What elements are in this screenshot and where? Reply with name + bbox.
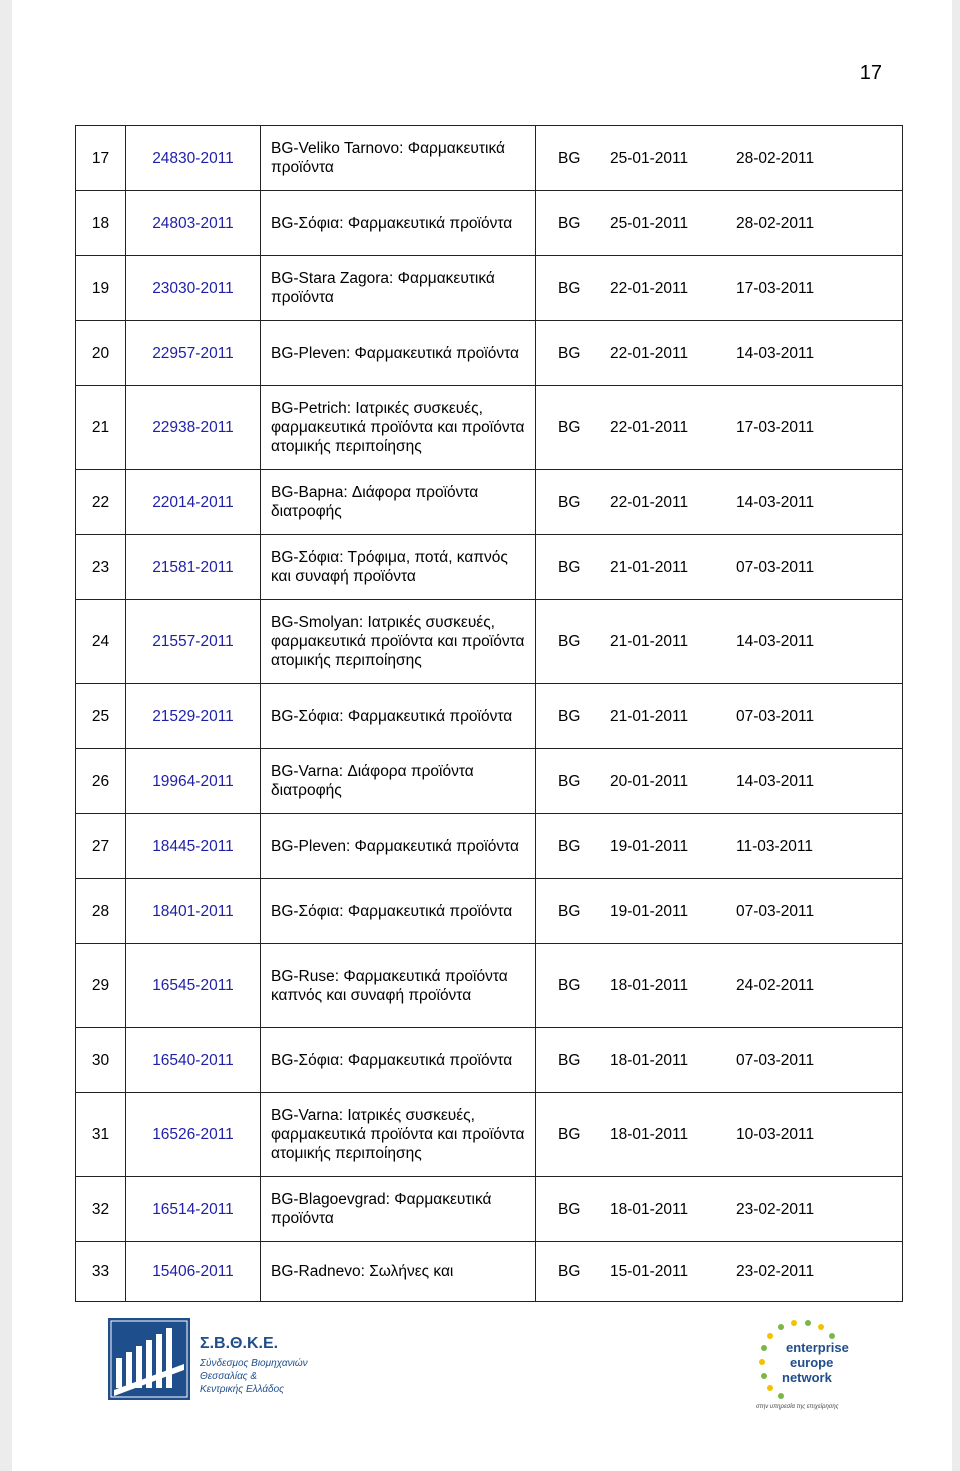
tender-meta [536,1093,903,1177]
reference-link[interactable]: 18401-2011 [126,879,261,944]
row-number: 28 [76,879,126,944]
tender-meta [536,256,903,321]
tender-meta [536,749,903,814]
table-row [76,684,903,749]
tender-description: BG-Варна: Διάφορα προϊόντα διατροφής [261,470,536,535]
tender-meta-group [536,149,902,168]
publication-date: 20-01-2011 [610,772,689,790]
tender-description: BG-Radnevo: Σωλήνες και [261,1242,536,1302]
tender-description: BG-Veliko Tarnovo: Φαρμακευτικά προϊόντα [261,126,536,191]
publication-date: 25-01-2011 [610,149,689,167]
een-line-3: network [782,1370,832,1385]
deadline-date: 14-03-2011 [736,772,815,790]
table-row [76,879,903,944]
deadline-date: 28-02-2011 [736,149,815,167]
tender-meta [536,814,903,879]
reference-link[interactable]: 23030-2011 [126,256,261,321]
country-code: BG [558,214,581,232]
publication-date: 22-01-2011 [610,419,689,436]
deadline-date: 24-02-2011 [736,977,815,994]
table-row [76,1093,903,1177]
tender-meta-group [536,418,902,437]
tender-meta-group [536,632,902,651]
reference-link[interactable]: 22957-2011 [126,321,261,386]
een-line-1: enterprise [786,1340,849,1355]
country-code: BG [558,149,581,167]
tender-description: BG-Smolyan: Ιατρικές συσκευές, φαρμακευτικά προϊόντα και προϊόντα ατομικής περιποίησης [261,600,536,684]
country-code: BG [558,772,581,790]
page-edge-left [0,0,12,1471]
country-code: BG [558,977,581,994]
publication-date: 15-01-2011 [610,1263,689,1280]
table-row [76,386,903,470]
table-row [76,191,903,256]
tender-meta-group [536,1051,902,1070]
reference-link[interactable]: 22014-2011 [126,470,261,535]
tender-meta [536,535,903,600]
row-number: 21 [76,386,126,470]
tender-description: BG-Varna: Ιατρικές συσκευές, φαρμακευτικά προϊόντα και προϊόντα ατομικής περιποίησης [261,1093,536,1177]
logo-title: Σ.Β.Θ.Κ.Ε. [200,1335,279,1352]
logo-line-3: Κεντρικής Ελλάδος [200,1384,285,1395]
reference-link[interactable]: 22938-2011 [126,386,261,470]
tender-meta-group [536,707,902,726]
tender-meta-group [536,1262,902,1281]
publication-date: 18-01-2011 [610,977,689,994]
tender-meta-group [536,214,902,233]
table-row [76,944,903,1028]
row-number: 19 [76,256,126,321]
deadline-date: 28-02-2011 [736,214,815,232]
tender-meta-group [536,1200,902,1219]
sbthke-logo [108,1318,328,1400]
country-code: BG [558,837,581,855]
country-code: BG [558,279,581,297]
tender-meta [536,1177,903,1242]
tender-meta [536,879,903,944]
deadline-date: 07-03-2011 [736,707,815,725]
page-edge-right [952,0,960,1471]
table-row [76,321,903,386]
publication-date: 18-01-2011 [610,1200,689,1218]
tender-description: BG-Ruse: Φαρμακευτικά προϊόντα καπνός και συναφή προϊόντα [261,944,536,1028]
row-number: 18 [76,191,126,256]
tender-description: BG-Pleven: Φαρμακευτικά προϊόντα [261,814,536,879]
tender-meta-group [536,976,902,995]
tender-meta [536,191,903,256]
country-code: BG [558,558,581,576]
publication-date: 25-01-2011 [610,214,689,232]
row-number: 20 [76,321,126,386]
tender-meta-group [536,493,902,512]
reference-link[interactable]: 16514-2011 [126,1177,261,1242]
reference-link[interactable]: 16526-2011 [126,1093,261,1177]
row-number: 23 [76,535,126,600]
table-row [76,749,903,814]
country-code: BG [558,1263,581,1280]
table-row [76,470,903,535]
tender-meta-group [536,279,902,298]
country-code: BG [558,902,581,920]
row-number: 30 [76,1028,126,1093]
tender-meta [536,600,903,684]
row-number: 32 [76,1177,126,1242]
country-code: BG [558,1126,581,1143]
tenders-table [75,125,903,1302]
row-number: 22 [76,470,126,535]
tender-description: BG-Stara Zagora: Φαρμακευτικά προϊόντα [261,256,536,321]
table-row [76,1242,903,1302]
row-number: 26 [76,749,126,814]
tender-description: BG-Σόφια: Τρόφιμα, ποτά, καπνός και συναφή προϊόντα [261,535,536,600]
tender-description: BG-Σόφια: Φαρμακευτικά προϊόντα [261,1028,536,1093]
tender-meta-group [536,902,902,921]
reference-link[interactable]: 24830-2011 [126,126,261,191]
tender-description: BG-Pleven: Φαρμακευτικά προϊόντα [261,321,536,386]
country-code: BG [558,707,581,725]
table-row [76,814,903,879]
deadline-date: 14-03-2011 [736,493,815,511]
reference-link[interactable]: 16545-2011 [126,944,261,1028]
publication-date: 21-01-2011 [610,707,689,725]
tender-description: BG-Blagoevgrad: Φαρμακευτικά προϊόντα [261,1177,536,1242]
table-row [76,1028,903,1093]
country-code: BG [558,493,581,511]
publication-date: 18-01-2011 [610,1126,689,1143]
deadline-date: 07-03-2011 [736,1051,815,1069]
publication-date: 22-01-2011 [610,493,689,511]
row-number: 25 [76,684,126,749]
table-row [76,600,903,684]
country-code: BG [558,419,581,436]
table-row [76,535,903,600]
reference-link[interactable]: 21557-2011 [126,600,261,684]
publication-date: 21-01-2011 [610,633,689,650]
tender-meta [536,684,903,749]
deadline-date: 17-03-2011 [736,279,815,297]
reference-link[interactable]: 21529-2011 [126,684,261,749]
een-logo [752,1318,860,1410]
tender-meta-group [536,837,902,856]
tender-meta-group [536,772,902,791]
reference-link[interactable]: 15406-2011 [126,1242,261,1302]
tender-description: BG-Σόφια: Φαρμακευτικά προϊόντα [261,191,536,256]
country-code: BG [558,344,581,362]
row-number: 27 [76,814,126,879]
country-code: BG [558,1051,581,1069]
tenders-table-body [76,126,903,1302]
row-number: 33 [76,1242,126,1302]
tender-meta [536,321,903,386]
reference-link[interactable]: 24803-2011 [126,191,261,256]
deadline-date: 11-03-2011 [736,837,813,855]
row-number: 17 [76,126,126,191]
tender-meta [536,944,903,1028]
tender-meta-group [536,344,902,363]
deadline-date: 10-03-2011 [736,1126,815,1143]
deadline-date: 17-03-2011 [736,419,815,436]
tender-meta [536,1028,903,1093]
publication-date: 21-01-2011 [610,558,689,576]
tender-description: BG-Petrich: Ιατρικές συσκευές, φαρμακευτικά προϊόντα και προϊόντα ατομικής περιποίησης [261,386,536,470]
een-tagline: στην υπηρεσία της επιχείρησης [756,1404,839,1410]
country-code: BG [558,633,581,650]
reference-link[interactable]: 18445-2011 [126,814,261,879]
reference-link[interactable]: 21581-2011 [126,535,261,600]
deadline-date: 23-02-2011 [736,1200,815,1218]
row-number: 29 [76,944,126,1028]
table-row [76,1177,903,1242]
publication-date: 22-01-2011 [610,344,689,362]
table-row [76,126,903,191]
tender-meta-group [536,558,902,577]
page-number: 17 [859,62,882,84]
logo-line-1: Σύνδεσμος Βιομηχανιών [200,1358,308,1369]
deadline-date: 14-03-2011 [736,633,815,650]
tender-description: BG-Σόφια: Φαρμακευτικά προϊόντα [261,684,536,749]
row-number: 24 [76,600,126,684]
publication-date: 19-01-2011 [610,902,689,920]
reference-link[interactable]: 19964-2011 [126,749,261,814]
publication-date: 22-01-2011 [610,279,689,297]
tender-meta [536,470,903,535]
deadline-date: 07-03-2011 [736,902,815,920]
table-row [76,256,903,321]
tender-description: BG-Σόφια: Φαρμακευτικά προϊόντα [261,879,536,944]
country-code: BG [558,1200,581,1218]
row-number: 31 [76,1093,126,1177]
deadline-date: 07-03-2011 [736,558,815,576]
tender-meta [536,1242,903,1302]
deadline-date: 14-03-2011 [736,344,815,362]
deadline-date: 23-02-2011 [736,1263,815,1280]
tender-meta [536,126,903,191]
tender-description: BG-Varna: Διάφορα προϊόντα διατροφής [261,749,536,814]
tender-meta [536,386,903,470]
reference-link[interactable]: 16540-2011 [126,1028,261,1093]
tender-meta-group [536,1125,902,1144]
logo-line-2: Θεσσαλίας & [200,1371,258,1382]
publication-date: 19-01-2011 [610,837,689,855]
een-line-2: europe [790,1355,834,1370]
publication-date: 18-01-2011 [610,1051,689,1069]
